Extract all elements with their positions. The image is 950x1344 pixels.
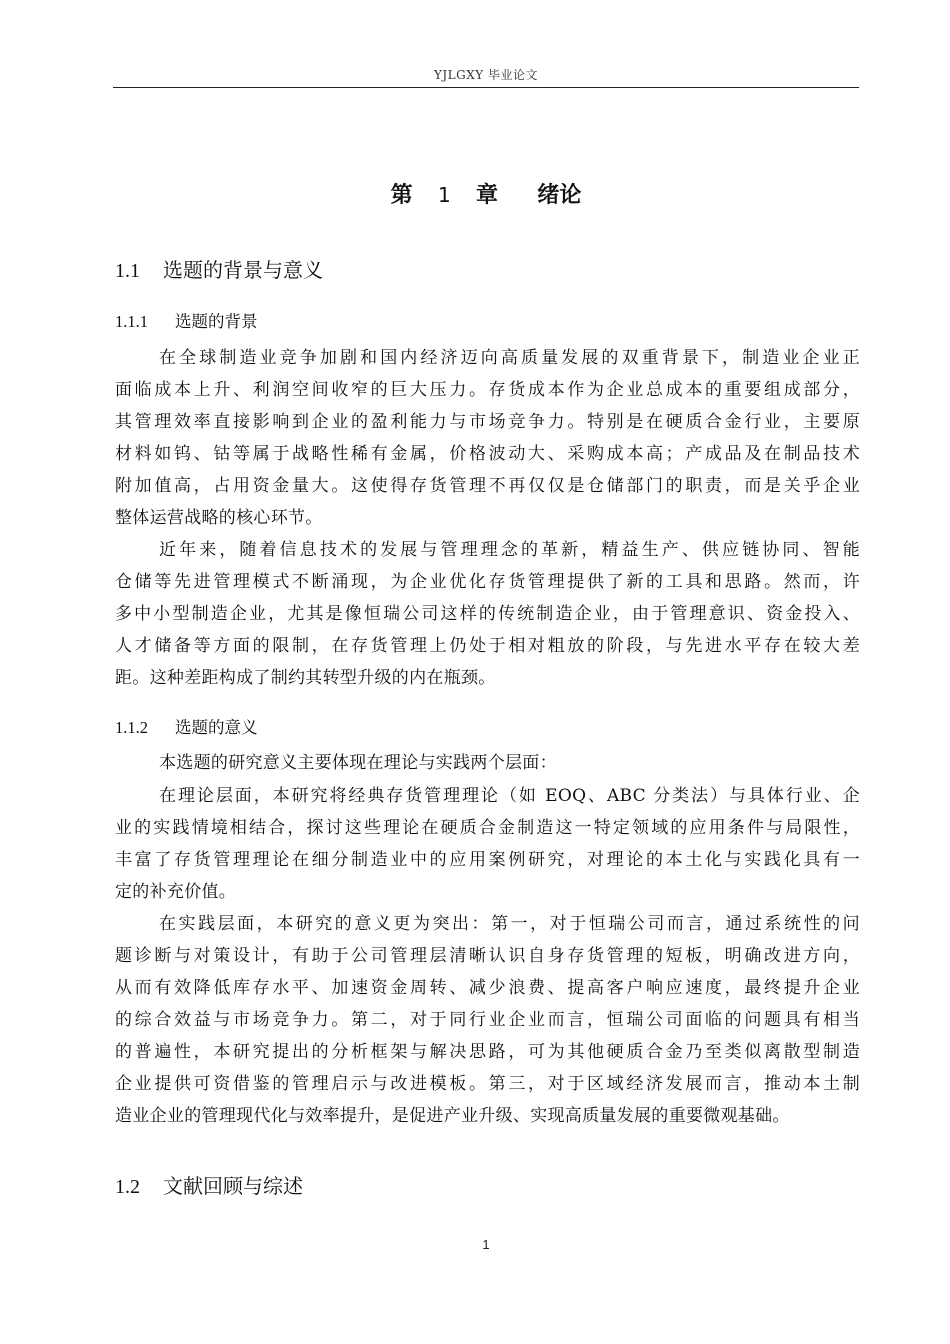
chapter-number: 1 (437, 183, 451, 207)
paragraph-line: 多中小型制造企业，尤其是像恒瑞公司这样的传统制造企业，由于管理意识、资金投入、 (115, 604, 860, 624)
paragraph-line: 材料如钨、钴等属于战略性稀有金属，价格波动大、采购成本高；产成品及在制品技术 (115, 444, 860, 464)
paragraph-line: 本选题的研究意义主要体现在理论与实践两个层面： (159, 753, 557, 773)
subsection-number: 1.1.1 (115, 312, 148, 331)
paragraph-line: 整体运营战略的核心环节。 (115, 508, 323, 528)
paragraph-line: 从而有效降低库存水平、加速资金周转、减少浪费、提高客户响应速度，最终提升企业 (115, 978, 860, 998)
subsection-heading-1-1-1 (115, 308, 258, 332)
paragraph-significance-theory (115, 780, 860, 908)
section-title: 选题的背景与意义 (163, 258, 323, 282)
paragraph-line: 在理论层面，本研究将经典存货管理理论（如 EOQ、ABC 分类法）与具体行业、企 (159, 786, 860, 806)
paragraph-line: 面临成本上升、利润空间收窄的巨大压力。存货成本作为企业总成本的重要组成部分， (115, 380, 860, 400)
paragraph-line: 造业企业的管理现代化与效率提升，是促进产业升级、实现高质量发展的重要微观基础。 (115, 1106, 790, 1126)
paragraph-line: 附加值高，占用资金量大。这使得存货管理不再仅仅是仓储部门的职责，而是关乎企业 (115, 476, 860, 496)
section-number: 1.2 (115, 1176, 140, 1198)
paragraph-line: 在全球制造业竞争加剧和国内经济迈向高质量发展的双重背景下，制造业企业正 (159, 348, 860, 368)
paragraph-line: 的普遍性，本研究提出的分析框架与解决思路，可为其他硬质合金乃至类似离散型制造 (115, 1042, 860, 1062)
chapter-name: 绪论 (537, 183, 582, 208)
paragraph-line: 业的实践情境相结合，探讨这些理论在硬质合金制造这一特定领域的应用条件与局限性， (115, 818, 860, 838)
paragraph-background-2 (115, 534, 860, 694)
subsection-title: 选题的背景 (175, 312, 258, 331)
chapter-label-suffix: 章 (476, 183, 499, 208)
paragraph-line: 其管理效率直接影响到企业的盈利能力与市场竞争力。特别是在硬质合金行业，主要原 (115, 412, 860, 432)
paragraph-line: 的综合效益与市场竞争力。第二，对于同行业企业而言，恒瑞公司面临的问题具有相当 (115, 1010, 860, 1030)
running-header: YJLGXY 毕业论文 (433, 68, 539, 82)
paragraph-line: 在实践层面，本研究的意义更为突出：第一，对于恒瑞公司而言，通过系统性的问 (159, 914, 860, 934)
paragraph-background-1 (115, 342, 860, 534)
section-title: 文献回顾与综述 (163, 1174, 303, 1198)
subsection-number: 1.1.2 (115, 718, 148, 737)
header-rule (113, 87, 859, 88)
subsection-title: 选题的意义 (175, 718, 258, 737)
paragraph-significance-intro (115, 747, 860, 779)
chapter-title (113, 178, 859, 209)
section-heading-1-2 (115, 1170, 303, 1199)
paragraph-line: 定的补充价值。 (115, 882, 237, 902)
section-number: 1.1 (115, 260, 140, 282)
chapter-label-prefix: 第 (390, 183, 413, 208)
paragraph-line: 距。这种差距构成了制约其转型升级的内在瓶颈。 (115, 668, 496, 688)
paragraph-line: 仓储等先进管理模式不断涌现，为企业优化存货管理提供了新的工具和思路。然而，许 (115, 572, 860, 592)
section-heading-1-1 (115, 254, 323, 283)
paragraph-line: 丰富了存货管理理论在细分制造业中的应用案例研究，对理论的本土化与实践化具有一 (115, 850, 860, 870)
paragraph-line: 企业提供可资借鉴的管理启示与改进模板。第三，对于区域经济发展而言，推动本土制 (115, 1074, 860, 1094)
paragraph-significance-practice (115, 908, 860, 1132)
paragraph-line: 人才储备等方面的限制，在存货管理上仍处于相对粗放的阶段，与先进水平存在较大差 (115, 636, 860, 656)
page-number: 1 (482, 1237, 490, 1252)
paragraph-line: 题诊断与对策设计，有助于公司管理层清晰认识自身存货管理的短板，明确改进方向， (115, 946, 860, 966)
paragraph-line: 近年来，随着信息技术的发展与管理理念的革新，精益生产、供应链协同、智能 (159, 540, 860, 560)
subsection-heading-1-1-2 (115, 714, 258, 738)
